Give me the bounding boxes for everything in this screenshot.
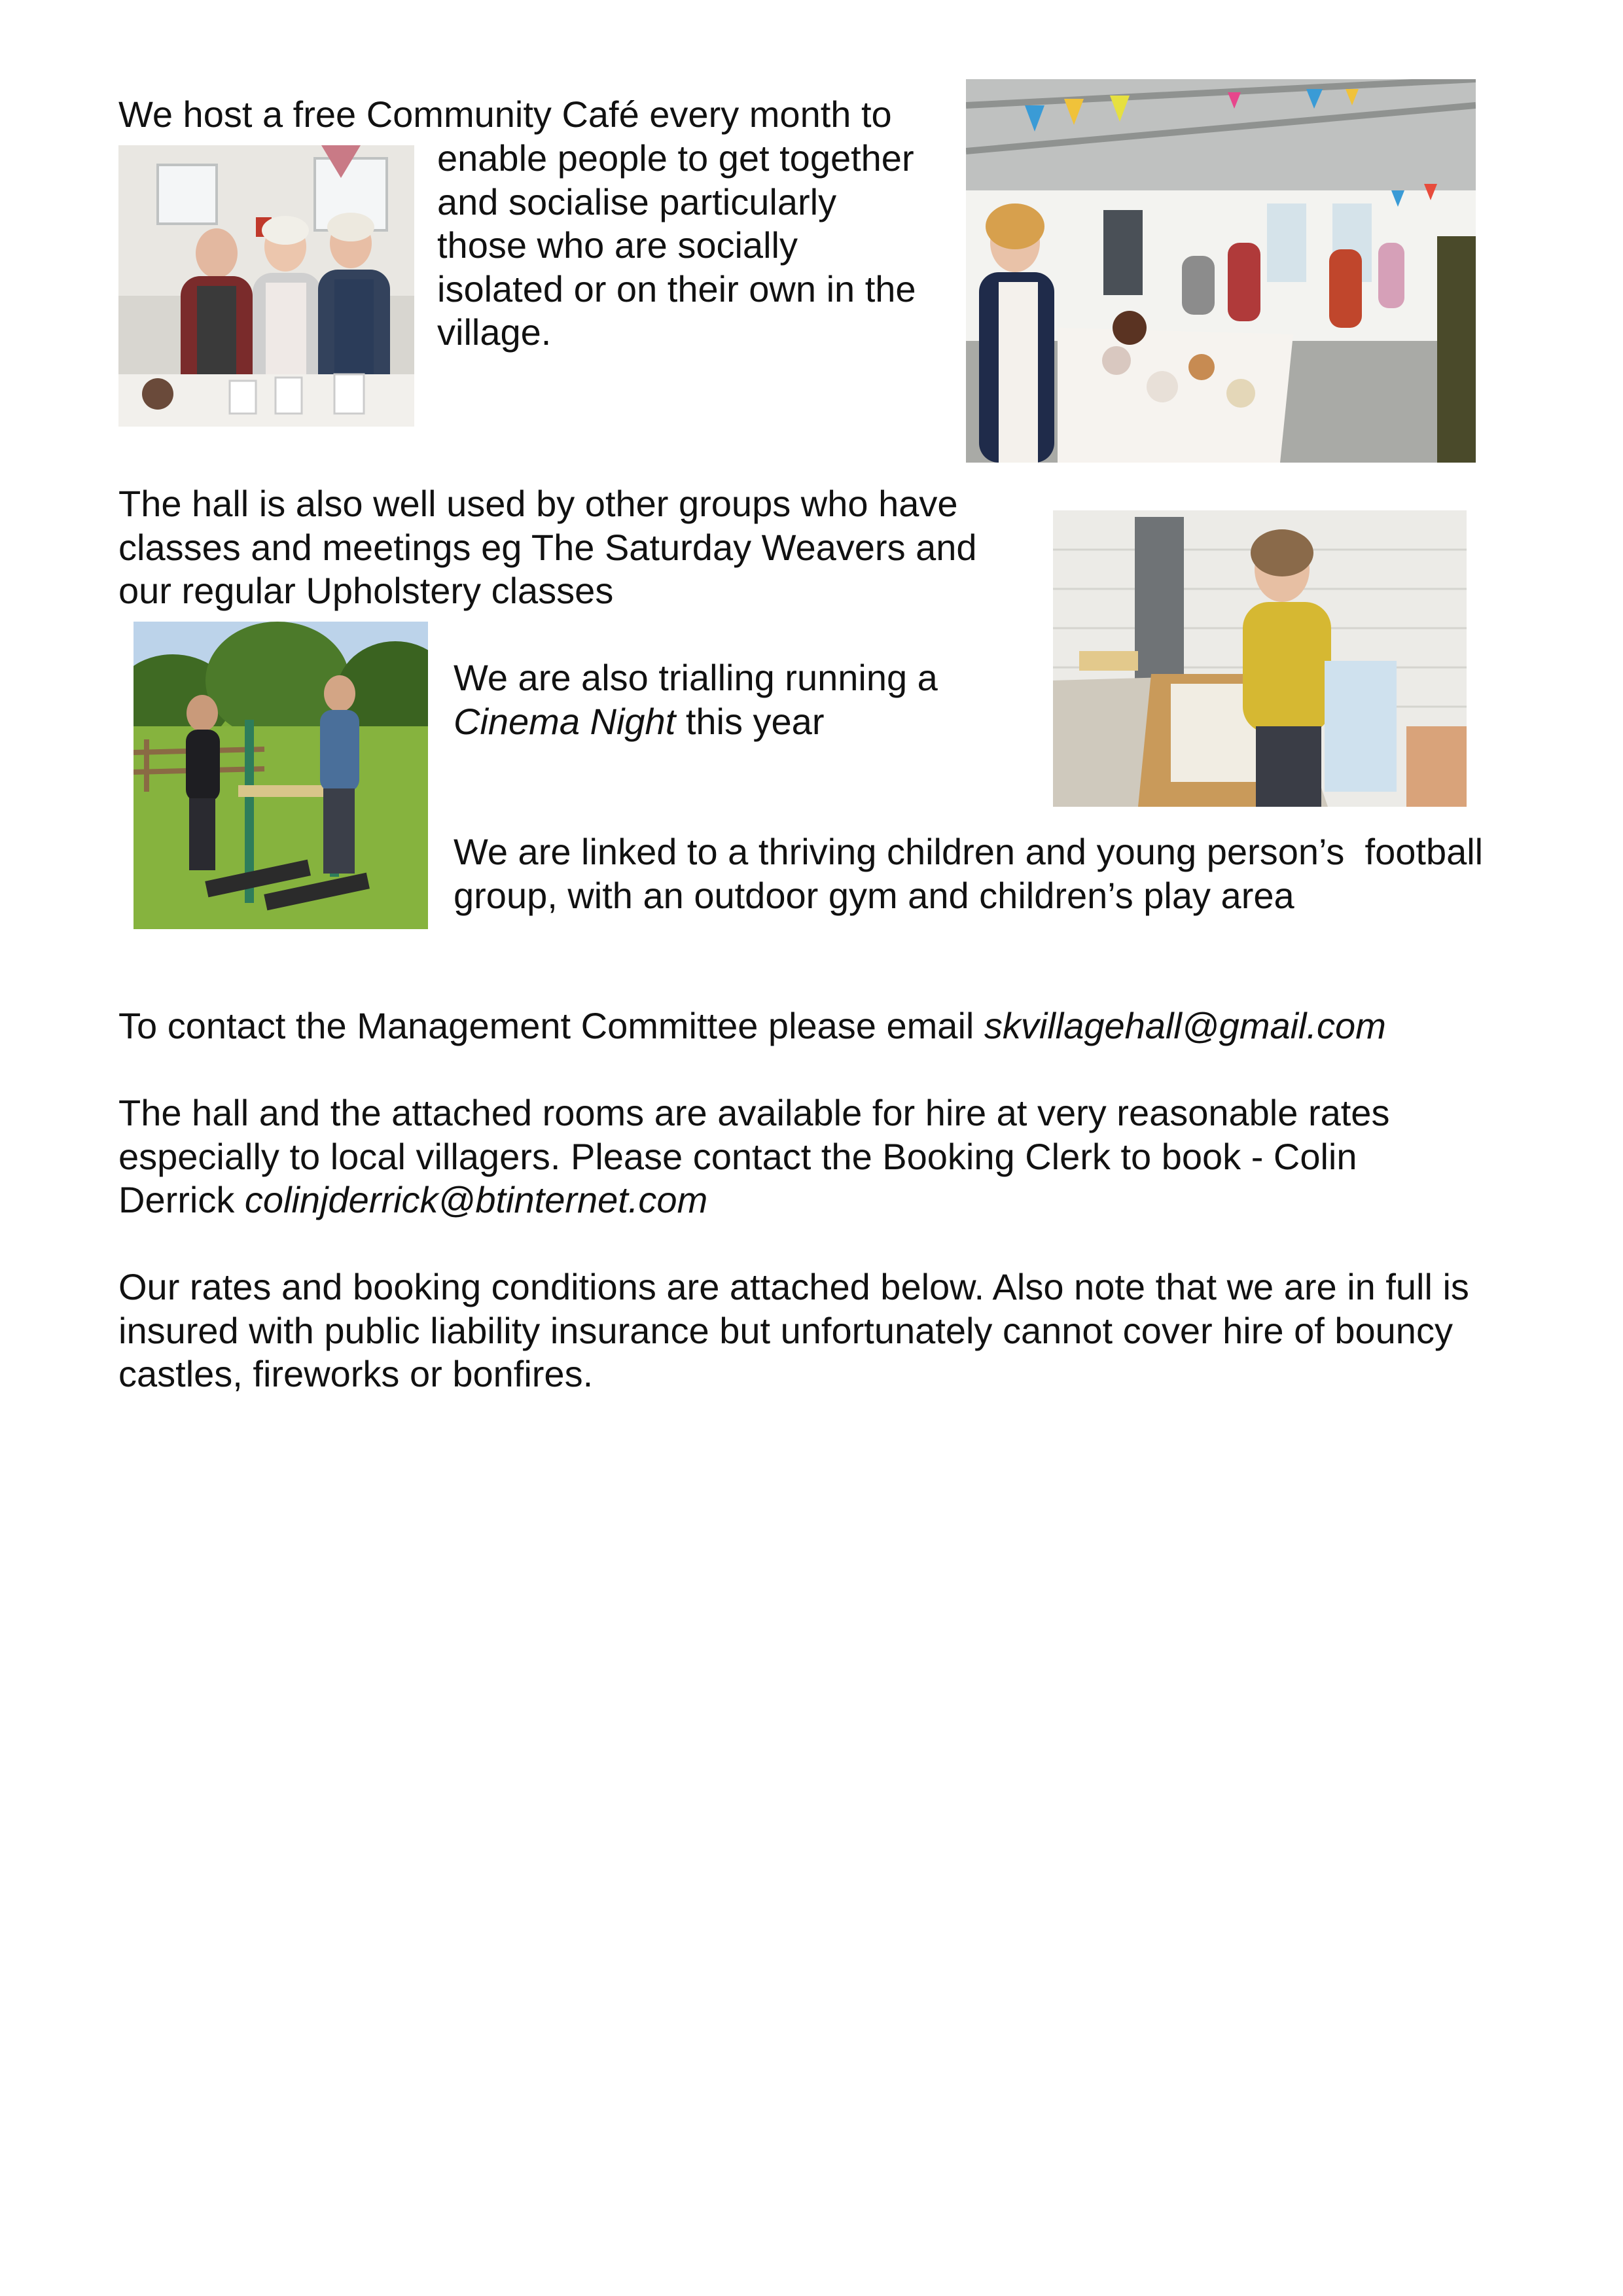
rates-text-line-1: Our rates and booking conditions are attached below. Also note that we are in full is [118,1266,1469,1307]
groups-text-line-3: our regular Upholstery classes [118,570,614,611]
contact-text [118,1004,1386,1048]
football-text-line-2: group, with an outdoor gym and children’s play area [454,875,1294,916]
cafe-text-line-1: We host a free Community Café every month to [118,94,892,135]
committee-email-link[interactable]: skvillagehall@gmail.com [984,1005,1386,1046]
booking-clerk-email-link[interactable]: colinjderrick@btinternet.com [244,1179,708,1220]
cinema-night-title: Cinema Night [454,701,676,742]
cinema-text-line-1: We are also trialling running a [454,657,938,698]
cafe-volunteers-photo [118,145,414,427]
cafe-text-line-3: and socialise particularly [437,181,837,222]
rates-text-line-2: insured with public liability insurance but unfortunately cannot cover hire of bouncy [118,1310,1453,1351]
hire-text-line-3 [118,1178,707,1222]
contact-prefix: To contact the Management Committee please email [118,1005,984,1046]
hire-text-line-1: The hall and the attached rooms are available for hire at very reasonable rates [118,1092,1390,1133]
cafe-text-line-6: village. [437,311,552,353]
cafe-text-line-2: enable people to get together [437,137,914,179]
groups-text-line-2: classes and meetings eg The Saturday Weavers and [118,527,977,568]
football-text-line-1: We are linked to a thriving children and young person’s football [454,831,1484,872]
groups-text-line-1: The hall is also well used by other groups who have [118,483,958,524]
cafe-text-line-4: those who are socially [437,224,798,266]
hire-prefix: Derrick [118,1179,245,1220]
outdoor-gym-photo [134,622,428,929]
rates-text-line-3: castles, fireworks or bonfires. [118,1353,594,1394]
cafe-hall-photo [966,79,1476,463]
cafe-text-line-5: isolated or on their own in the [437,268,916,309]
weaving-class-photo [1053,510,1467,807]
cinema-text-line-2 [454,699,824,743]
cinema-suffix: this year [675,701,825,742]
hire-text-line-2: especially to local villagers. Please contact the Booking Clerk to book - Colin [118,1136,1357,1177]
